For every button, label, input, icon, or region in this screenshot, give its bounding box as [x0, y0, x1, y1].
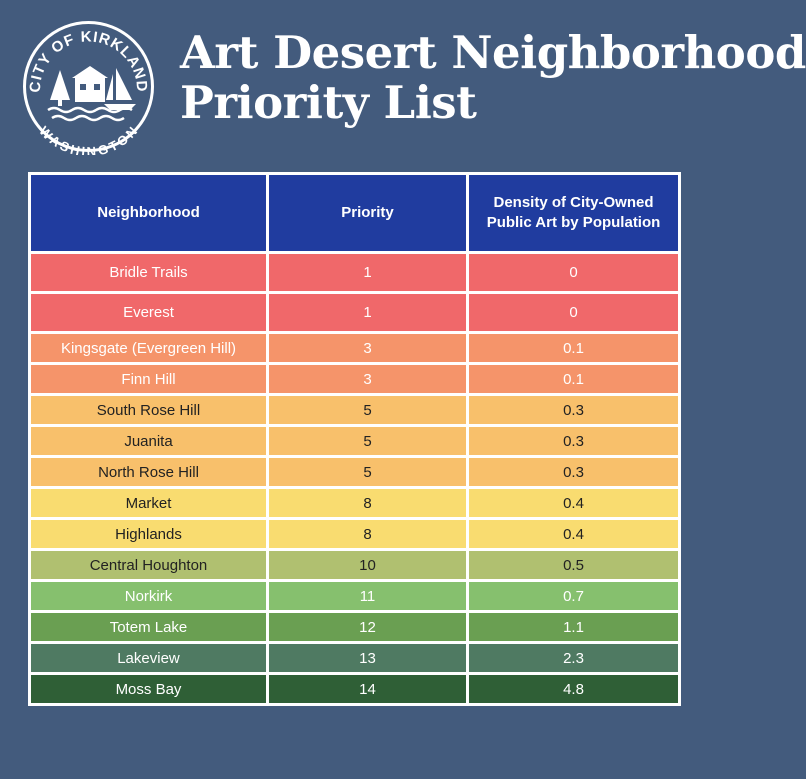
cell-neighborhood: Totem Lake: [30, 612, 268, 643]
table-body: [30, 253, 680, 705]
logo-top-text: CITY OF KIRKLAND: [26, 28, 151, 94]
cell-density: 0.1: [468, 333, 680, 364]
table-row: [30, 581, 680, 612]
table-row: [30, 293, 680, 333]
cell-neighborhood: Kingsgate (Evergreen Hill): [30, 333, 268, 364]
cell-priority: 3: [268, 333, 468, 364]
header-priority: Priority: [268, 174, 468, 253]
cell-density: 0.5: [468, 550, 680, 581]
cell-neighborhood: Moss Bay: [30, 674, 268, 705]
cell-density: 1.1: [468, 612, 680, 643]
cell-priority: 5: [268, 395, 468, 426]
table-row: [30, 674, 680, 705]
cell-neighborhood: Highlands: [30, 519, 268, 550]
cell-density: 0: [468, 253, 680, 293]
cell-priority: 12: [268, 612, 468, 643]
table-row: [30, 612, 680, 643]
cell-neighborhood: Bridle Trails: [30, 253, 268, 293]
cell-density: 0.3: [468, 457, 680, 488]
page-title: [180, 26, 806, 129]
table-row: [30, 519, 680, 550]
table-row: [30, 364, 680, 395]
page-title-line-1: Art Desert Neighborhood: [180, 26, 806, 79]
cell-density: 0.3: [468, 395, 680, 426]
cell-density: 0.4: [468, 488, 680, 519]
cell-density: 4.8: [468, 674, 680, 705]
table-row: [30, 253, 680, 293]
cell-neighborhood: Central Houghton: [30, 550, 268, 581]
cell-neighborhood: Everest: [30, 293, 268, 333]
cell-priority: 10: [268, 550, 468, 581]
table-row: [30, 550, 680, 581]
cell-neighborhood: Juanita: [30, 426, 268, 457]
priority-table-container: [28, 172, 678, 706]
cell-neighborhood: Lakeview: [30, 643, 268, 674]
table-row: [30, 643, 680, 674]
cell-priority: 13: [268, 643, 468, 674]
header-density: Density of City-Owned Public Art by Population: [468, 174, 680, 253]
cell-priority: 5: [268, 457, 468, 488]
logo-bottom-text: WASHINGTON: [36, 123, 141, 155]
city-of-kirkland-logo: [20, 18, 157, 155]
cell-priority: 14: [268, 674, 468, 705]
svg-text:WASHINGTON: [36, 123, 141, 155]
cell-priority: 1: [268, 293, 468, 333]
priority-table: [28, 172, 681, 706]
page-title-line-2: Priority List: [180, 76, 477, 129]
table-header-row: [30, 174, 680, 253]
cell-priority: 8: [268, 488, 468, 519]
cell-neighborhood: Finn Hill: [30, 364, 268, 395]
table-row: [30, 426, 680, 457]
cell-priority: 5: [268, 426, 468, 457]
cell-density: 0.3: [468, 426, 680, 457]
header-neighborhood: Neighborhood: [30, 174, 268, 253]
cell-neighborhood: Market: [30, 488, 268, 519]
cell-neighborhood: Norkirk: [30, 581, 268, 612]
cell-priority: 3: [268, 364, 468, 395]
cell-density: 0.4: [468, 519, 680, 550]
cell-neighborhood: North Rose Hill: [30, 457, 268, 488]
table-row: [30, 457, 680, 488]
cell-neighborhood: South Rose Hill: [30, 395, 268, 426]
cell-density: 0: [468, 293, 680, 333]
cell-density: 2.3: [468, 643, 680, 674]
cell-density: 0.7: [468, 581, 680, 612]
table-row: [30, 488, 680, 519]
cell-priority: 11: [268, 581, 468, 612]
table-row: [30, 333, 680, 364]
cell-priority: 1: [268, 253, 468, 293]
table-row: [30, 395, 680, 426]
cell-density: 0.1: [468, 364, 680, 395]
cell-priority: 8: [268, 519, 468, 550]
